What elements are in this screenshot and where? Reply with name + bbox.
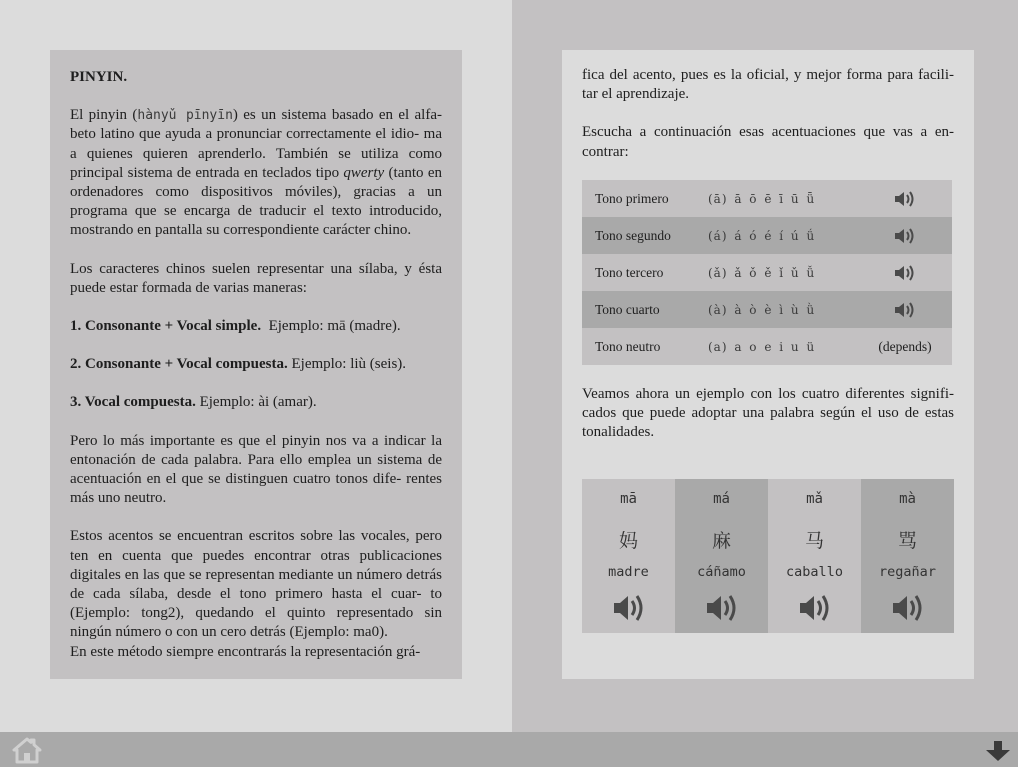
play-tone-button[interactable] [858,300,952,320]
tone-name: Tono tercero [595,264,664,280]
tone-row [582,217,952,254]
intro-paragraph: El pinyin (hànyǔ pīnyīn) es un sistema basado en el alfa- beto latino que ayuda a pronunciar correctamente el idio- ma a quienes quieren aprenderlo. También se utiliza como principal sistema de entrada en teclados tipo qwerty (tanto en ordenadores como dispositivos móviles), gracias a un programa que se encarga de traducir el texto introducido, mostrando en pantalla su correspondiente carácter chino. [70,107,442,239]
example-pinyin: mā [620,491,637,507]
continuation-paragraph: fica del acento, pues es la oficial, y mejor forma para facili- tar el aprendizaje. [582,67,954,103]
tone-vowels: (ǎ) ǎ ǒ ě ǐ ǔ ǚ [708,265,816,280]
example-meaning: regañar [879,564,936,580]
speaker-icon [893,263,917,283]
speaker-icon [893,300,917,320]
play-example-button[interactable] [798,592,832,629]
example-hanzi: 骂 [897,531,917,552]
tone-vowels: (à) à ò è ì ù ǜ [708,302,816,317]
tone-row [582,254,952,291]
example-hanzi: 麻 [711,531,731,552]
next-page-button[interactable] [985,740,1011,762]
play-tone-button[interactable] [858,189,952,209]
list-item: 1. Consonante + Vocal simple. Ejemplo: mā (madre). [70,318,401,335]
tone-name: Tono cuarto [595,301,660,317]
example-hanzi: 马 [804,531,824,552]
example-hanzi: 妈 [618,531,638,552]
home-button[interactable] [12,736,42,764]
example-meaning: cáñamo [697,564,746,580]
arrow-down-icon [985,740,1011,762]
list-item: 3. Vocal compuesta. Ejemplo: ài (amar). [70,394,317,411]
play-example-button[interactable] [891,592,925,629]
syllable-paragraph: Los caracteres chinos suelen representar una sílaba, y ésta puede estar formada de varias maneras: [70,260,442,296]
example-card [675,479,768,633]
example-card [768,479,861,633]
tone-row [582,328,952,365]
hanyu-pinyin-term: hànyǔ pīnyīn [137,108,233,124]
example-card [861,479,954,633]
speaker-icon [891,592,925,624]
list-item: 2. Consonante + Vocal compuesta. Ejemplo: liù (seis). [70,356,407,373]
play-tone-button[interactable] [858,226,952,246]
tone-name: Tono primero [595,190,669,206]
bottom-navigation-bar [0,732,1018,767]
accents-paragraph: Estos acentos se encuentran escritos sobre las vocales, pero ten en cuenta que puedes encontrar otras publicaciones digitales en las que se representan mediante un número detrás de cada sílaba, desde el tono primero hasta el cuar- to (Ejemplo: tong2), quedando el quinto representado sin ningún número o con un cero detrás (Ejemplo: ma0). [70,528,442,641]
play-tone-button[interactable] [858,263,952,283]
tone-vowels: (ā) ā ō ē ī ū ǖ [708,191,816,206]
tones-paragraph: Pero lo más importante es que el pinyin nos va a indicar la entonación de cada palabra. Para ello emplea un sistema de acentuación en el que se distinguen cuatro tonos dife- rentes más uno neutro. [70,432,442,507]
example-meaning: madre [608,564,649,580]
example-pinyin: má [713,491,730,507]
example-pinyin: mǎ [806,491,823,507]
section-title: PINYIN. [70,69,128,85]
example-card [582,479,675,633]
example-grid [582,479,954,633]
tone-name: Tono segundo [595,227,671,243]
listen-paragraph: Escucha a continuación esas acentuaciones que vas a en- contrar: [582,124,954,160]
home-icon [12,736,42,764]
speaker-icon [893,189,917,209]
tone-table [582,180,952,365]
tone-row [582,180,952,217]
speaker-icon [798,592,832,624]
qwerty-term: qwerty [343,164,385,181]
tone-depends-label: (depends) [878,338,932,354]
speaker-icon [705,592,739,624]
method-paragraph: En este método siempre encontrarás la representación grá- [70,643,421,660]
example-meaning: caballo [786,564,843,580]
right-text-panel [562,50,974,679]
tone-row [582,291,952,328]
play-example-button[interactable] [612,592,646,629]
tone-vowels: (a) a o e i u ü [708,339,816,354]
speaker-icon [893,226,917,246]
tone-vowels: (á) á ó é í ú ǘ [708,228,816,243]
left-text-panel [50,50,462,679]
play-example-button[interactable] [705,592,739,629]
example-paragraph: Veamos ahora un ejemplo con los cuatro diferentes signifi- cados que puede adoptar una palabra según el uso de estas tonalidades. [582,386,954,441]
tone-name: Tono neutro [595,338,661,354]
example-pinyin: mà [899,491,916,507]
speaker-icon [612,592,646,624]
